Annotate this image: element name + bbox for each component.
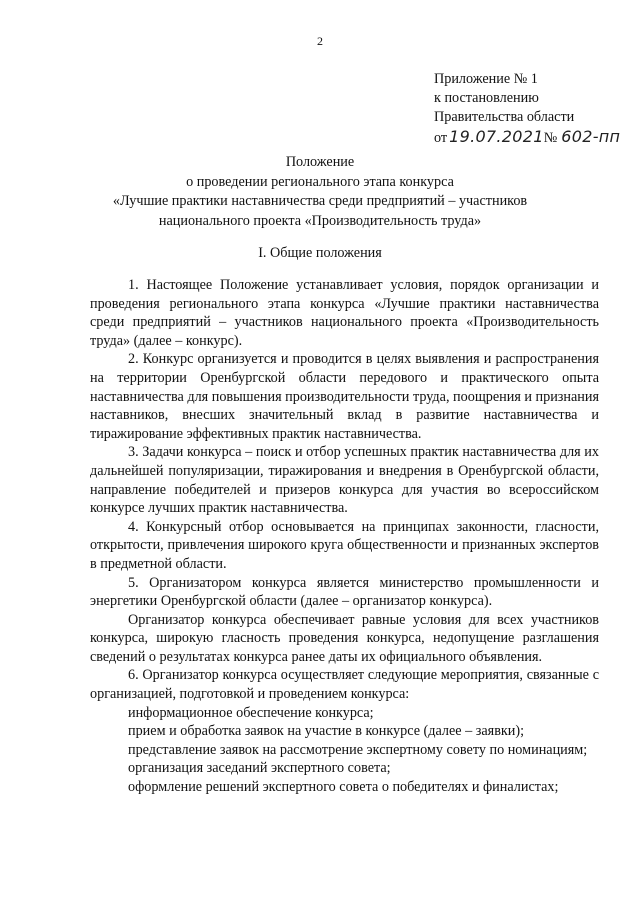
document-title: [0, 153, 640, 231]
appendix-line-3: Правительства области: [434, 109, 575, 125]
paragraph-3: 3. Задачи конкурса – поиск и отбор успешных практик наставничества для их дальнейшей популяризации, тиражирования и внедрения в Оренбургской области, направление победителей и призеров конкурса для участия во всероссийском конкурсе лучших практик наставничества.: [90, 444, 599, 517]
number-sign: №: [543, 130, 558, 146]
paragraph-4: 4. Конкурсный отбор основывается на принципах законности, гласности, открытости, привлечения широкого круга общественности и признанных экспертов в предметной области.: [90, 518, 599, 572]
appendix-line-2: к постановлению: [434, 90, 539, 106]
paragraph-2: 2. Конкурс организуется и проводится в целях выявления и распространения на территории Оренбургской области передового и практического опыта наставничества для повышения производительности труда, поощрения и признания наставников, внесших значительный вклад в развитие наставничества и тиражирование эффективных практик наставничества.: [90, 351, 600, 442]
title-line-4: национального проекта «Производительность труда»: [158, 212, 482, 229]
appendix-line-1: Приложение № 1: [434, 71, 538, 87]
document-body: [90, 276, 599, 797]
title-line-3: «Лучшие практики наставничества среди предприятий – участников: [112, 193, 528, 209]
list-item: представление заявок на рассмотрение экспертному совету по номинациям;: [128, 741, 588, 758]
list-item: прием и обработка заявок на участие в конкурсе (далее – заявки);: [128, 723, 525, 740]
paragraph-1: 1. Настоящее Положение устанавливает условия, порядок организации и проведения регионального этапа конкурса «Лучшие практики наставничества среди предприятий – участников национального проекта «Производительность труда» (далее – конкурс).: [90, 277, 599, 349]
page-number: 2: [317, 34, 323, 48]
section-heading: I. Общие положения: [258, 245, 382, 261]
date-prefix: от: [434, 130, 448, 146]
appendix-line-4: [434, 127, 634, 148]
paragraph-5-continued: Организатор конкурса обеспечивает равные условия для всех участников конкурса, широкую гласность проведения конкурса, недопущение разглашения сведений о результатах конкурса ранее даты их официального объявления.: [90, 611, 599, 665]
paragraph-6: 6. Организатор конкурса осуществляет следующие мероприятия, связанные с организацией, подготовкой и проведением конкурса:: [90, 667, 599, 703]
list-item: информационное обеспечение конкурса;: [128, 704, 374, 721]
title-line-1: Положение: [285, 154, 355, 170]
handwritten-number: 602-пп: [561, 127, 621, 146]
list-item: организация заседаний экспертного совета;: [128, 760, 391, 777]
paragraph-5: 5. Организатором конкурса является министерство промышленности и энергетики Оренбургской области (далее – организатор конкурса).: [90, 574, 599, 610]
handwritten-date: 19.07.2021: [449, 127, 544, 146]
list-item: оформление решений экспертного совета о победителях и финалистах;: [128, 779, 559, 796]
appendix-block: [434, 70, 634, 148]
title-line-2: о проведении регионального этапа конкурса: [186, 173, 454, 190]
